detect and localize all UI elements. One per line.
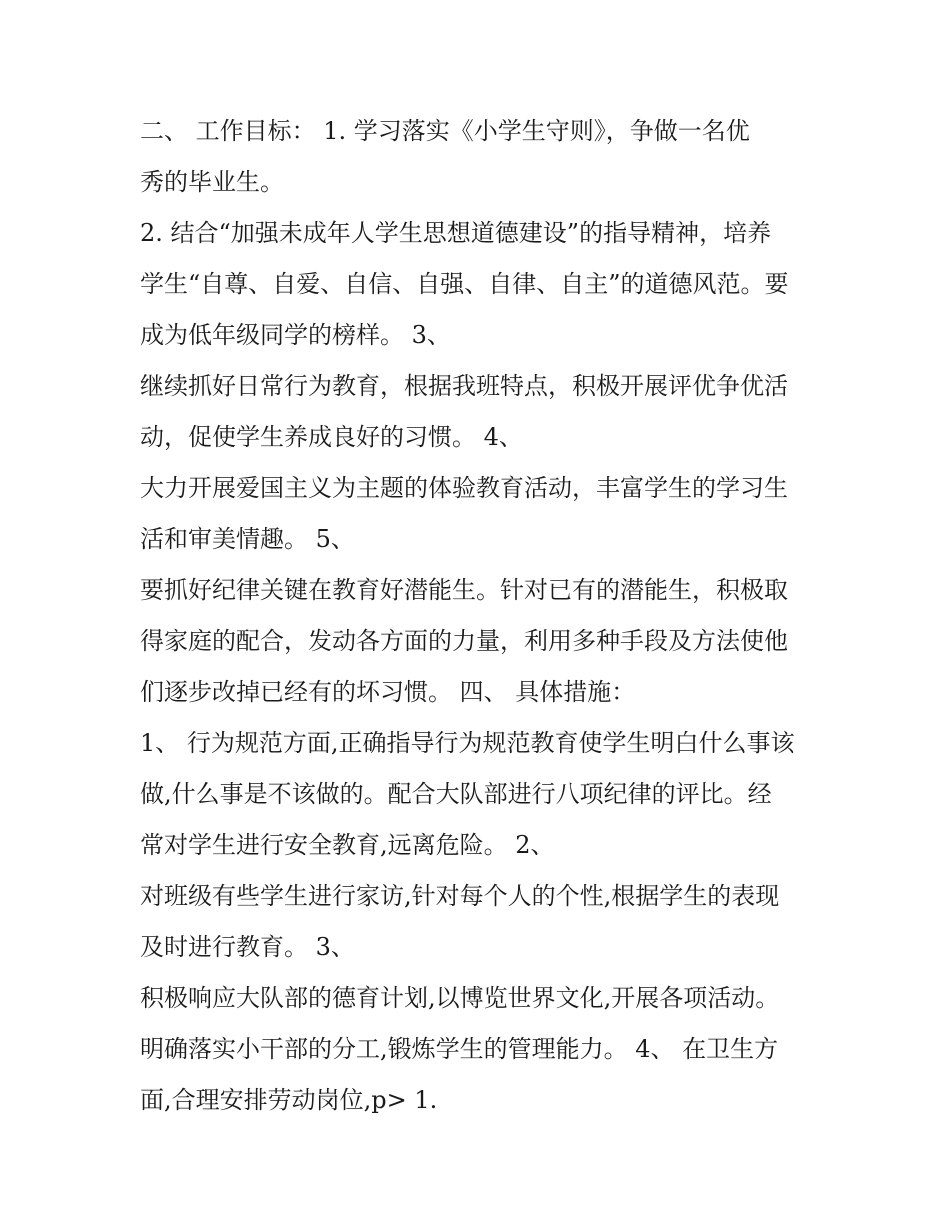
document-body [140, 106, 820, 1126]
text-line: 二、 工作目标： 1. 学习落实《小学生守则》，争做一名优 [140, 117, 750, 145]
text-line: 们逐步改掉已经有的坏习惯。 四、 具体措施： [140, 678, 636, 706]
text-line: 大力开展爱国主义为主题的体验教育活动，丰富学生的学习生 [140, 474, 788, 502]
text-line: 秀的毕业生。 [140, 168, 284, 196]
text-line: 得家庭的配合，发动各方面的力量，利用多种手段及方法使他 [140, 627, 788, 655]
text-line: 做,什么事是不该做的。配合大队部进行八项纪律的评比。经 [140, 780, 772, 808]
text-line: 成为低年级同学的榜样。 3、 [140, 321, 451, 349]
text-line: 面,合理安排劳动岗位,p> 1. [140, 1086, 438, 1114]
text-line: 积极响应大队部的德育计划,以博览世界文化,开展各项活动。 [140, 984, 780, 1012]
text-line: 及时进行教育。 3、 [140, 933, 355, 961]
text-line: 常对学生进行安全教育,远离危险。 2、 [140, 831, 555, 859]
text-line: 对班级有些学生进行家访,针对每个人的个性,根据学生的表现 [140, 882, 780, 910]
text-line: 2. 结合“加强未成年人学生思想道德建设”的指导精神，培养 [140, 219, 772, 247]
text-line: 继续抓好日常行为教育，根据我班特点，积极开展评优争优活 [140, 372, 788, 400]
text-line: 学生“自尊、自爱、自信、自强、自律、自主”的道德风范。要 [140, 270, 789, 298]
text-line: 明确落实小干部的分工,锻炼学生的管理能力。 4、 在卫生方 [140, 1035, 779, 1063]
text-line: 1、 行为规范方面,正确指导行为规范教育使学生明白什么事该 [140, 729, 795, 757]
text-line: 动，促使学生养成良好的习惯。 4、 [140, 423, 523, 451]
text-line: 活和审美情趣。 5、 [140, 525, 355, 553]
text-line: 要抓好纪律关键在教育好潜能生。针对已有的潜能生，积极取 [140, 576, 788, 604]
